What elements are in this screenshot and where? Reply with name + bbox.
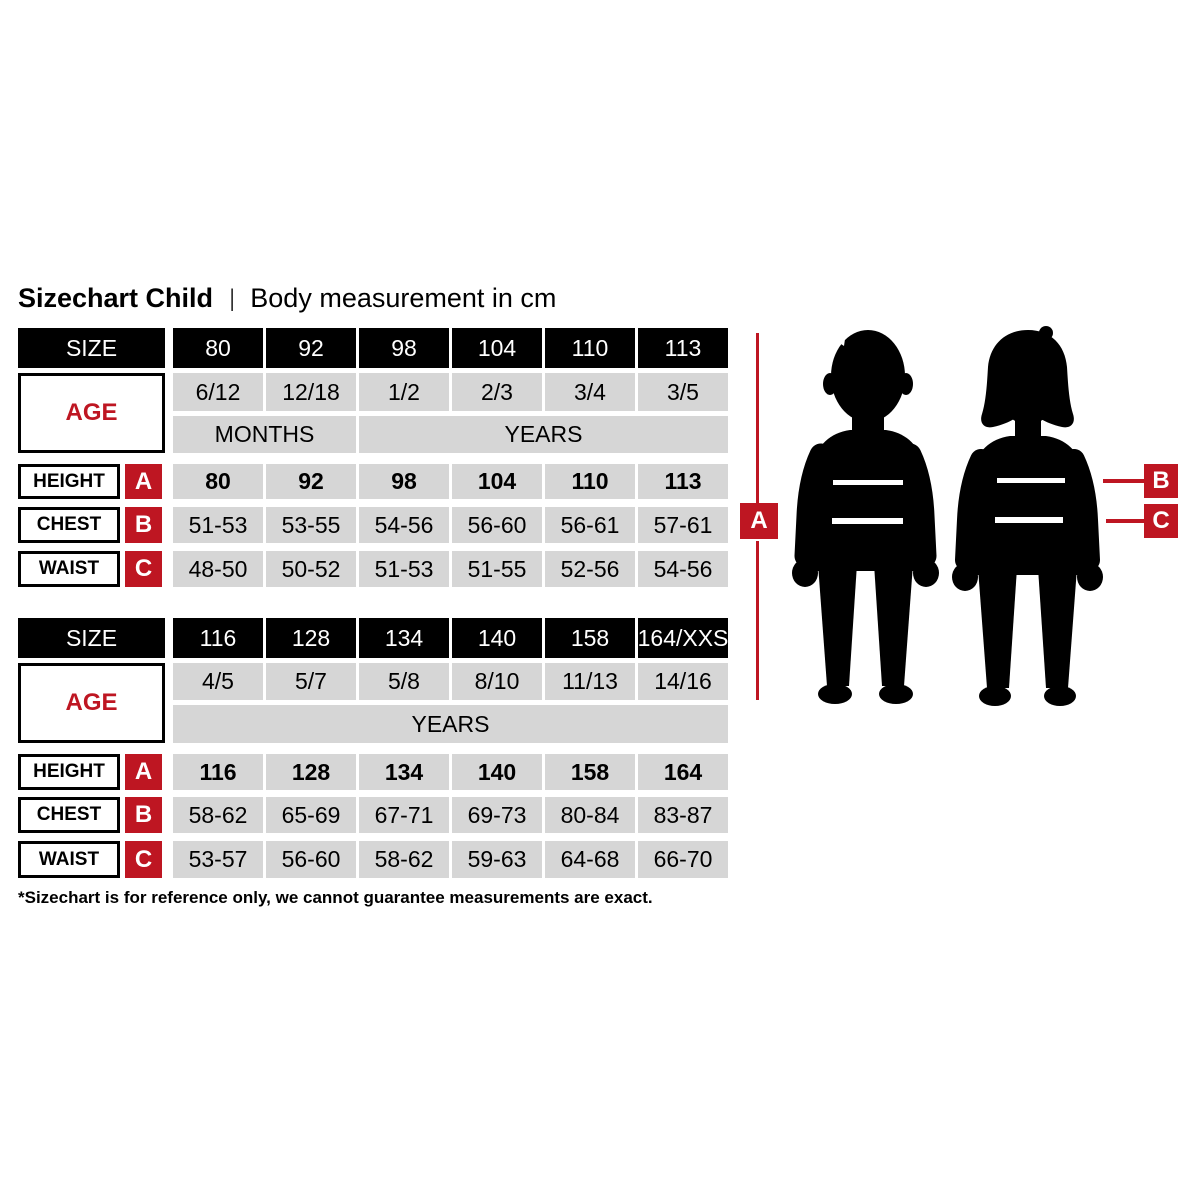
title-subtitle: Body measurement in cm: [250, 283, 557, 313]
height-value: 104: [452, 464, 542, 499]
chest-measure-line: [1103, 479, 1144, 483]
waist-value: 58-62: [359, 841, 449, 878]
age-value: 6/12: [173, 373, 263, 411]
age-value: 1/2: [359, 373, 449, 411]
girl-chest-line: [997, 478, 1065, 483]
measurement-label-waist: WAIST: [18, 841, 120, 878]
age-unit-label: YEARS: [359, 416, 728, 453]
measurement-label-waist: WAIST: [18, 551, 120, 587]
waist-value: 56-60: [266, 841, 356, 878]
size-value: 92: [266, 328, 356, 368]
chest-value: 56-60: [452, 507, 542, 543]
height-value: 134: [359, 754, 449, 790]
figure-marker-b: B: [1144, 464, 1178, 498]
waist-value: 53-57: [173, 841, 263, 878]
chest-value: 69-73: [452, 797, 542, 833]
waist-value: 51-55: [452, 551, 542, 587]
girl-silhouette-icon: [950, 322, 1105, 712]
size-value: 113: [638, 328, 728, 368]
boy-silhouette-icon: [788, 320, 943, 712]
waist-value: 50-52: [266, 551, 356, 587]
age-value: 5/7: [266, 663, 356, 700]
age-header-label: AGE: [18, 373, 165, 453]
chest-value: 58-62: [173, 797, 263, 833]
height-measure-line-top: [756, 333, 759, 503]
size-value: 104: [452, 328, 542, 368]
boy-chest-line: [833, 480, 903, 485]
size-value: 128: [266, 618, 356, 658]
row-marker-c: C: [125, 551, 162, 587]
age-header-label: AGE: [18, 663, 165, 743]
chest-value: 53-55: [266, 507, 356, 543]
height-value: 113: [638, 464, 728, 499]
chest-value: 51-53: [173, 507, 263, 543]
measurement-label-chest: CHEST: [18, 507, 120, 543]
height-measure-line-bottom: [756, 541, 759, 700]
age-value: 3/4: [545, 373, 635, 411]
age-value: 2/3: [452, 373, 542, 411]
measurement-label-height: HEIGHT: [18, 464, 120, 499]
row-marker-a: A: [125, 754, 162, 790]
height-value: 92: [266, 464, 356, 499]
chest-value: 65-69: [266, 797, 356, 833]
height-value: 140: [452, 754, 542, 790]
figure-marker-c: C: [1144, 504, 1178, 538]
chest-value: 56-61: [545, 507, 635, 543]
size-value: 110: [545, 328, 635, 368]
measurement-label-chest: CHEST: [18, 797, 120, 833]
girl-waist-line: [995, 517, 1063, 523]
waist-value: 54-56: [638, 551, 728, 587]
age-unit-label: YEARS: [173, 705, 728, 743]
height-value: 80: [173, 464, 263, 499]
footnote: *Sizechart is for reference only, we cannot guarantee measurements are exact.: [18, 888, 653, 907]
height-value: 158: [545, 754, 635, 790]
height-value: 98: [359, 464, 449, 499]
size-value: 158: [545, 618, 635, 658]
size-value: 140: [452, 618, 542, 658]
age-value: 5/8: [359, 663, 449, 700]
waist-value: 64-68: [545, 841, 635, 878]
waist-value: 48-50: [173, 551, 263, 587]
age-value: 8/10: [452, 663, 542, 700]
waist-value: 59-63: [452, 841, 542, 878]
boy-waist-line: [832, 518, 903, 524]
chest-value: 57-61: [638, 507, 728, 543]
waist-value: 52-56: [545, 551, 635, 587]
chest-value: 83-87: [638, 797, 728, 833]
age-value: 14/16: [638, 663, 728, 700]
size-value: 164/XXS: [638, 618, 728, 658]
chest-value: 67-71: [359, 797, 449, 833]
size-value: 116: [173, 618, 263, 658]
size-value: 98: [359, 328, 449, 368]
height-value: 164: [638, 754, 728, 790]
age-value: 11/13: [545, 663, 635, 700]
waist-value: 51-53: [359, 551, 449, 587]
age-value: 12/18: [266, 373, 356, 411]
title-separator: |: [229, 284, 235, 312]
row-marker-b: B: [125, 797, 162, 833]
row-marker-c: C: [125, 841, 162, 878]
page-title: [18, 283, 556, 314]
waist-measure-line: [1106, 519, 1144, 523]
size-value: 134: [359, 618, 449, 658]
height-value: 110: [545, 464, 635, 499]
age-unit-label: MONTHS: [173, 416, 356, 453]
height-value: 116: [173, 754, 263, 790]
size-value: 80: [173, 328, 263, 368]
chest-value: 80-84: [545, 797, 635, 833]
row-marker-a: A: [125, 464, 162, 499]
figure-marker-a: A: [740, 503, 778, 539]
title-main: Sizechart Child: [18, 283, 214, 313]
height-value: 128: [266, 754, 356, 790]
measurement-label-height: HEIGHT: [18, 754, 120, 790]
chest-value: 54-56: [359, 507, 449, 543]
age-value: 4/5: [173, 663, 263, 700]
age-value: 3/5: [638, 373, 728, 411]
row-marker-b: B: [125, 507, 162, 543]
size-header-label: SIZE: [18, 618, 165, 658]
size-header-label: SIZE: [18, 328, 165, 368]
waist-value: 66-70: [638, 841, 728, 878]
